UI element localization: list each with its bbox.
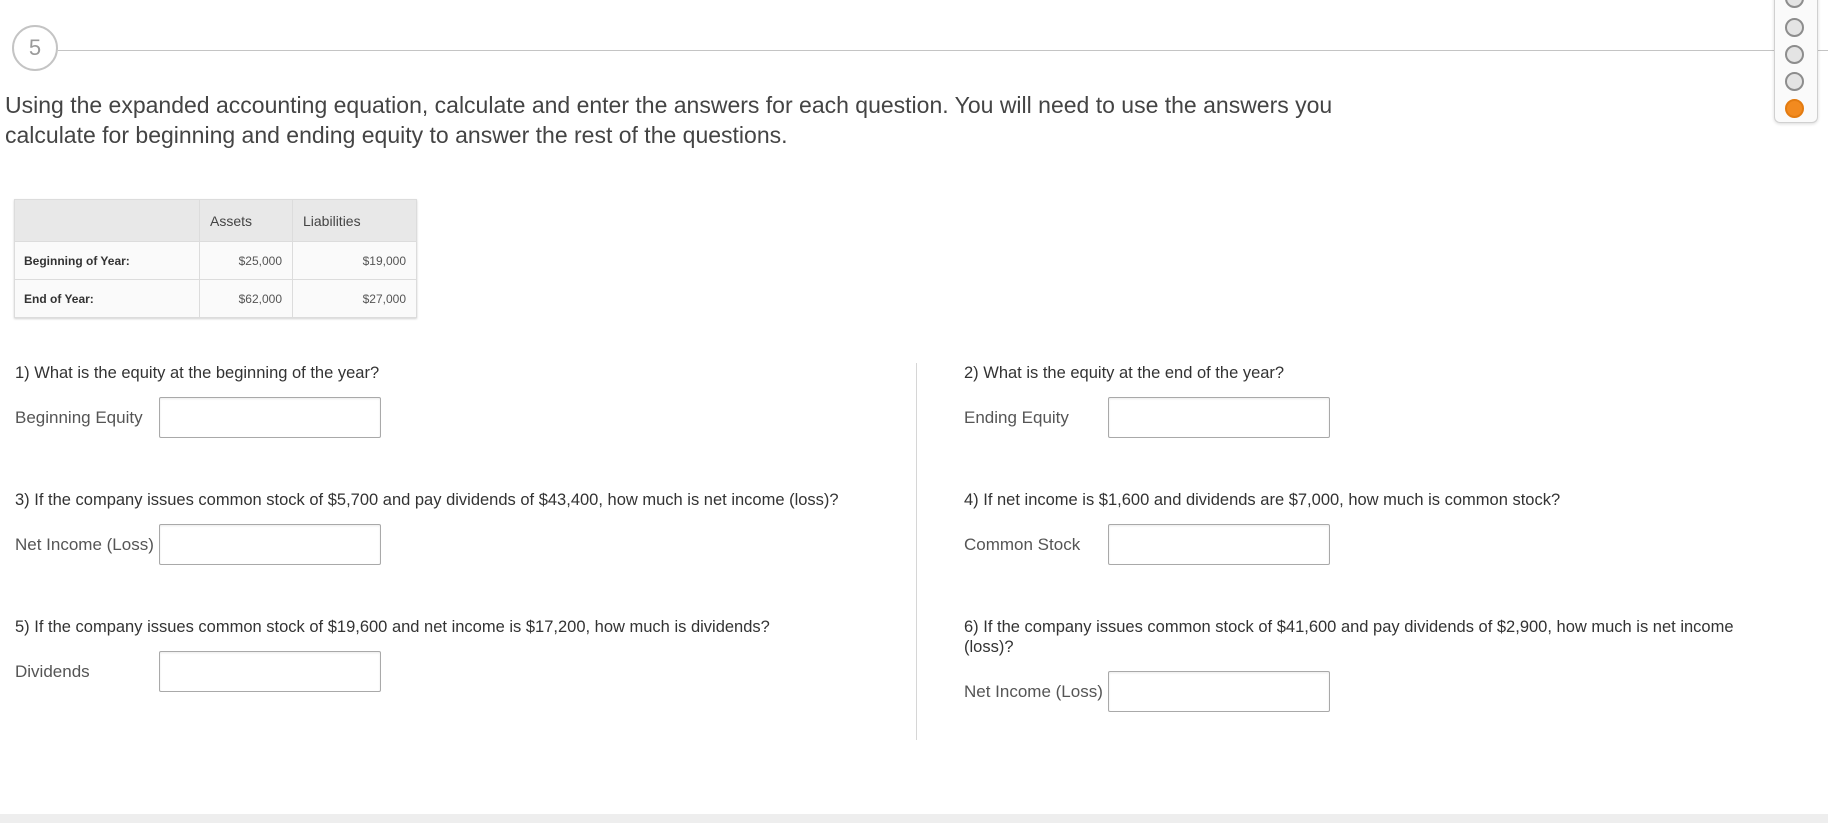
liabilities-value: $27,000 xyxy=(293,280,417,318)
footer-band xyxy=(0,814,1828,823)
progress-dot-1[interactable] xyxy=(1785,0,1804,8)
table-header-row xyxy=(15,200,417,242)
assets-value: $25,000 xyxy=(200,242,293,280)
common-stock-input[interactable] xyxy=(1108,524,1330,565)
question-4 xyxy=(964,490,1784,565)
dividends-label: Dividends xyxy=(15,661,90,681)
question-2-text: 2) What is the equity at the end of the year? xyxy=(964,364,1285,382)
row-label: End of Year: xyxy=(15,280,200,318)
row-label: Beginning of Year: xyxy=(15,242,200,280)
progress-dot-3[interactable] xyxy=(1785,45,1804,64)
progress-dot-current[interactable] xyxy=(1785,99,1804,118)
dividends-input[interactable] xyxy=(159,651,381,692)
net-income-label: Net Income (Loss) xyxy=(15,534,154,554)
beginning-equity-label: Beginning Equity xyxy=(15,407,143,427)
question-divider-line xyxy=(58,50,1828,51)
ending-equity-input[interactable] xyxy=(1108,397,1330,438)
assets-value: $62,000 xyxy=(200,280,293,318)
net-income-input-2[interactable] xyxy=(1108,671,1330,712)
column-divider xyxy=(916,363,917,740)
question-3-text: 3) If the company issues common stock of $5,700 and pay dividends of $43,400, how much is net income (loss)? xyxy=(15,491,839,509)
table-header-liabilities: Liabilities xyxy=(293,200,417,242)
question-5-text: 5) If the company issues common stock of $19,600 and net income is $17,200, how much is dividends? xyxy=(15,618,770,636)
question-2 xyxy=(964,363,1784,438)
question-6 xyxy=(964,617,1784,712)
net-income-label-2: Net Income (Loss) xyxy=(964,681,1103,701)
question-1 xyxy=(15,363,895,438)
progress-dot-2[interactable] xyxy=(1785,18,1804,37)
equity-data-table xyxy=(14,199,417,318)
question-progress-panel xyxy=(1774,0,1818,123)
beginning-equity-input[interactable] xyxy=(159,397,381,438)
instructions-text: Using the expanded accounting equation, calculate and enter the answers for each question. You will need to use the answers you calculate for beginning and ending equity to answer the rest of the questions. xyxy=(5,92,1333,148)
table-header-assets: Assets xyxy=(200,200,293,242)
question-4-text: 4) If net income is $1,600 and dividends are $7,000, how much is common stock? xyxy=(964,491,1561,509)
ending-equity-label: Ending Equity xyxy=(964,407,1069,427)
question-6-text: 6) If the company issues common stock of $41,600 and pay dividends of $2,900, how much is net income (loss)? xyxy=(964,618,1734,656)
progress-dot-4[interactable] xyxy=(1785,72,1804,91)
table-row xyxy=(15,242,417,280)
question-5 xyxy=(15,617,895,692)
common-stock-label: Common Stock xyxy=(964,534,1081,554)
liabilities-value: $19,000 xyxy=(293,242,417,280)
question-3 xyxy=(15,490,905,565)
question-number-badge: 5 xyxy=(12,25,58,71)
net-income-input[interactable] xyxy=(159,524,381,565)
question-1-text: 1) What is the equity at the beginning of the year? xyxy=(15,364,380,382)
table-header-empty xyxy=(15,200,200,242)
table-row xyxy=(15,280,417,318)
